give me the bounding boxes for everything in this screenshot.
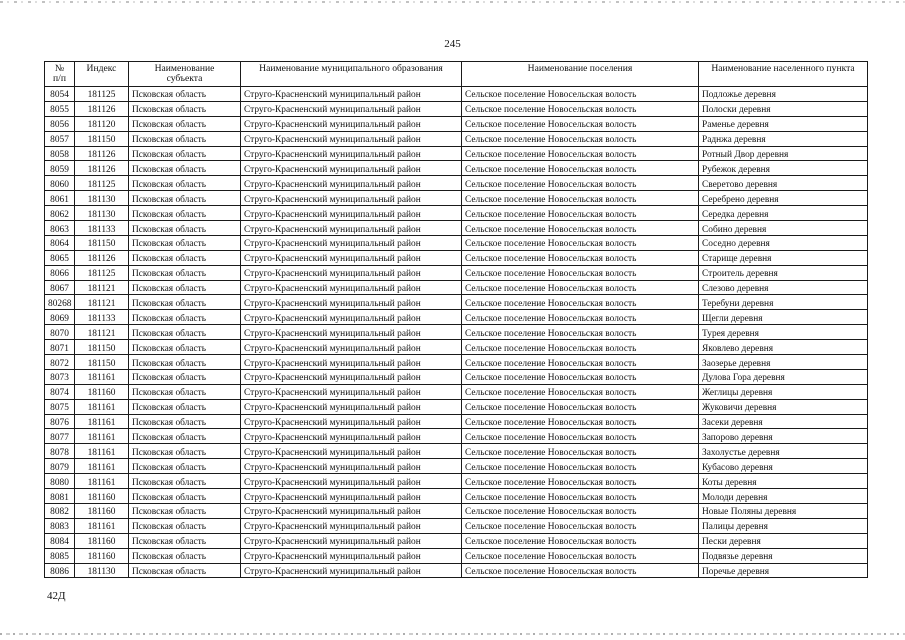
cell-locality: Кубасово деревня (699, 459, 868, 474)
cell-settlement: Сельское поселение Новосельская волость (462, 563, 699, 578)
cell-locality: Слезово деревня (699, 280, 868, 295)
table-row (45, 101, 868, 116)
table-row (45, 429, 868, 444)
cell-settlement: Сельское поселение Новосельская волость (462, 355, 699, 370)
cell-subject: Псковская область (129, 87, 241, 102)
cell-index: 181161 (75, 429, 129, 444)
cell-num: 8076 (45, 414, 75, 429)
cell-num: 8078 (45, 444, 75, 459)
cell-municipality: Струго-Красненский муниципальный район (241, 459, 462, 474)
table-row (45, 518, 868, 533)
cell-settlement: Сельское поселение Новосельская волость (462, 310, 699, 325)
cell-num: 8054 (45, 87, 75, 102)
cell-municipality: Струго-Красненский муниципальный район (241, 87, 462, 102)
header-subject: Наименование субъекта (129, 62, 241, 87)
cell-subject: Псковская область (129, 101, 241, 116)
cell-subject: Псковская область (129, 355, 241, 370)
cell-settlement: Сельское поселение Новосельская волость (462, 533, 699, 548)
cell-municipality: Струго-Красненский муниципальный район (241, 206, 462, 221)
cell-locality: Соседно деревня (699, 235, 868, 250)
cell-municipality: Струго-Красненский муниципальный район (241, 310, 462, 325)
cell-settlement: Сельское поселение Новосельская волость (462, 265, 699, 280)
header-index: Индекс (75, 62, 129, 87)
cell-settlement: Сельское поселение Новосельская волость (462, 280, 699, 295)
cell-subject: Псковская область (129, 474, 241, 489)
table-row (45, 474, 868, 489)
cell-num: 8064 (45, 235, 75, 250)
cell-locality: Яковлево деревня (699, 340, 868, 355)
cell-num: 8072 (45, 355, 75, 370)
cell-municipality: Струго-Красненский муниципальный район (241, 533, 462, 548)
cell-settlement: Сельское поселение Новосельская волость (462, 191, 699, 206)
cell-settlement: Сельское поселение Новосельская волость (462, 295, 699, 310)
header-locality: Наименование населенного пункта (699, 62, 868, 87)
cell-num: 8059 (45, 161, 75, 176)
cell-locality: Коты деревня (699, 474, 868, 489)
cell-num: 80268 (45, 295, 75, 310)
table-row (45, 503, 868, 518)
cell-num: 8056 (45, 116, 75, 131)
cell-num: 8062 (45, 206, 75, 221)
table-row (45, 206, 868, 221)
cell-locality: Турея деревня (699, 325, 868, 340)
cell-municipality: Струго-Красненский муниципальный район (241, 355, 462, 370)
cell-num: 8085 (45, 548, 75, 563)
cell-municipality: Струго-Красненский муниципальный район (241, 101, 462, 116)
cell-num: 8057 (45, 131, 75, 146)
cell-locality: Щегли деревня (699, 310, 868, 325)
cell-index: 181121 (75, 280, 129, 295)
cell-locality: Дулова Гора деревня (699, 369, 868, 384)
cell-subject: Псковская область (129, 563, 241, 578)
table-row (45, 310, 868, 325)
cell-municipality: Струго-Красненский муниципальный район (241, 444, 462, 459)
cell-subject: Псковская область (129, 250, 241, 265)
cell-index: 181161 (75, 459, 129, 474)
cell-settlement: Сельское поселение Новосельская волость (462, 399, 699, 414)
header-municipality: Наименование муниципального образования (241, 62, 462, 87)
cell-locality: Подложье деревня (699, 87, 868, 102)
table-row (45, 280, 868, 295)
cell-municipality: Струго-Красненский муниципальный район (241, 265, 462, 280)
cell-locality: Засеки деревня (699, 414, 868, 429)
cell-subject: Псковская область (129, 384, 241, 399)
cell-municipality: Струго-Красненский муниципальный район (241, 131, 462, 146)
cell-settlement: Сельское поселение Новосельская волость (462, 489, 699, 504)
cell-municipality: Струго-Красненский муниципальный район (241, 340, 462, 355)
cell-subject: Псковская область (129, 444, 241, 459)
cell-index: 181125 (75, 176, 129, 191)
cell-locality: Запорово деревня (699, 429, 868, 444)
cell-municipality: Струго-Красненский муниципальный район (241, 474, 462, 489)
cell-settlement: Сельское поселение Новосельская волость (462, 206, 699, 221)
table-row (45, 87, 868, 102)
table-row (45, 548, 868, 563)
table-row (45, 146, 868, 161)
cell-index: 181160 (75, 384, 129, 399)
cell-index: 181126 (75, 146, 129, 161)
cell-settlement: Сельское поселение Новосельская волость (462, 548, 699, 563)
cell-num: 8055 (45, 101, 75, 116)
table-row (45, 116, 868, 131)
cell-settlement: Сельское поселение Новосельская волость (462, 221, 699, 236)
cell-index: 181121 (75, 295, 129, 310)
cell-subject: Псковская область (129, 295, 241, 310)
cell-settlement: Сельское поселение Новосельская волость (462, 161, 699, 176)
table-row (45, 459, 868, 474)
cell-index: 181161 (75, 399, 129, 414)
cell-subject: Псковская область (129, 518, 241, 533)
cell-municipality: Струго-Красненский муниципальный район (241, 563, 462, 578)
cell-settlement: Сельское поселение Новосельская волость (462, 250, 699, 265)
cell-num: 8065 (45, 250, 75, 265)
cell-num: 8058 (45, 146, 75, 161)
table-row (45, 533, 868, 548)
table-row (45, 414, 868, 429)
cell-index: 181161 (75, 369, 129, 384)
table-row (45, 176, 868, 191)
table-row (45, 399, 868, 414)
cell-municipality: Струго-Красненский муниципальный район (241, 548, 462, 563)
cell-municipality: Струго-Красненский муниципальный район (241, 399, 462, 414)
table-row (45, 489, 868, 504)
cell-municipality: Струго-Красненский муниципальный район (241, 250, 462, 265)
cell-num: 8063 (45, 221, 75, 236)
cell-locality: Середка деревня (699, 206, 868, 221)
cell-locality: Теребуни деревня (699, 295, 868, 310)
cell-index: 181133 (75, 310, 129, 325)
cell-index: 181150 (75, 340, 129, 355)
cell-subject: Псковская область (129, 176, 241, 191)
cell-num: 8079 (45, 459, 75, 474)
cell-num: 8066 (45, 265, 75, 280)
cell-num: 8071 (45, 340, 75, 355)
cell-subject: Псковская область (129, 325, 241, 340)
header-num: № п/п (45, 62, 75, 87)
table-row (45, 131, 868, 146)
cell-municipality: Струго-Красненский муниципальный район (241, 280, 462, 295)
cell-index: 181133 (75, 221, 129, 236)
table-row (45, 295, 868, 310)
cell-subject: Псковская область (129, 146, 241, 161)
cell-locality: Полоски деревня (699, 101, 868, 116)
cell-index: 181125 (75, 265, 129, 280)
cell-locality: Жеглицы деревня (699, 384, 868, 399)
cell-locality: Раднжа деревня (699, 131, 868, 146)
table-header-row (45, 62, 868, 87)
cell-index: 181161 (75, 474, 129, 489)
cell-subject: Псковская область (129, 548, 241, 563)
cell-index: 181130 (75, 206, 129, 221)
cell-municipality: Струго-Красненский муниципальный район (241, 414, 462, 429)
cell-index: 181161 (75, 414, 129, 429)
cell-settlement: Сельское поселение Новосельская волость (462, 414, 699, 429)
cell-settlement: Сельское поселение Новосельская волость (462, 429, 699, 444)
cell-settlement: Сельское поселение Новосельская волость (462, 384, 699, 399)
table-row (45, 355, 868, 370)
cell-locality: Пески деревня (699, 533, 868, 548)
cell-index: 181125 (75, 87, 129, 102)
cell-subject: Псковская область (129, 235, 241, 250)
header-settlement: Наименование поселения (462, 62, 699, 87)
cell-municipality: Струго-Красненский муниципальный район (241, 161, 462, 176)
cell-settlement: Сельское поселение Новосельская волость (462, 146, 699, 161)
cell-settlement: Сельское поселение Новосельская волость (462, 369, 699, 384)
cell-subject: Псковская область (129, 414, 241, 429)
cell-settlement: Сельское поселение Новосельская волость (462, 87, 699, 102)
cell-locality: Собино деревня (699, 221, 868, 236)
footer-code: 42Д (47, 590, 66, 602)
cell-subject: Псковская область (129, 533, 241, 548)
cell-num: 8084 (45, 533, 75, 548)
table-row (45, 384, 868, 399)
cell-locality: Молоди деревня (699, 489, 868, 504)
cell-settlement: Сельское поселение Новосельская волость (462, 503, 699, 518)
cell-locality: Палицы деревня (699, 518, 868, 533)
cell-index: 181126 (75, 161, 129, 176)
cell-settlement: Сельское поселение Новосельская волость (462, 131, 699, 146)
cell-settlement: Сельское поселение Новосельская волость (462, 116, 699, 131)
cell-subject: Псковская область (129, 161, 241, 176)
table-row (45, 191, 868, 206)
cell-subject: Псковская область (129, 206, 241, 221)
cell-subject: Псковская область (129, 459, 241, 474)
cell-settlement: Сельское поселение Новосельская волость (462, 101, 699, 116)
table-row (45, 563, 868, 578)
cell-num: 8075 (45, 399, 75, 414)
cell-num: 8074 (45, 384, 75, 399)
cell-locality: Старище деревня (699, 250, 868, 265)
cell-municipality: Струго-Красненский муниципальный район (241, 503, 462, 518)
cell-num: 8069 (45, 310, 75, 325)
table-row (45, 265, 868, 280)
cell-index: 181150 (75, 235, 129, 250)
cell-index: 181150 (75, 355, 129, 370)
cell-locality: Раменье деревня (699, 116, 868, 131)
cell-subject: Псковская область (129, 489, 241, 504)
cell-municipality: Струго-Красненский муниципальный район (241, 325, 462, 340)
cell-index: 181120 (75, 116, 129, 131)
cell-settlement: Сельское поселение Новосельская волость (462, 235, 699, 250)
cell-index: 181161 (75, 444, 129, 459)
cell-municipality: Струго-Красненский муниципальный район (241, 369, 462, 384)
cell-subject: Псковская область (129, 265, 241, 280)
cell-settlement: Сельское поселение Новосельская волость (462, 176, 699, 191)
cell-municipality: Струго-Красненский муниципальный район (241, 146, 462, 161)
settlements-table (44, 61, 868, 578)
scan-edge-bottom (0, 633, 905, 635)
cell-num: 8061 (45, 191, 75, 206)
cell-subject: Псковская область (129, 221, 241, 236)
cell-locality: Захолустье деревня (699, 444, 868, 459)
cell-num: 8070 (45, 325, 75, 340)
cell-municipality: Струго-Красненский муниципальный район (241, 489, 462, 504)
table-row (45, 161, 868, 176)
cell-locality: Жуковичи деревня (699, 399, 868, 414)
cell-locality: Строитель деревня (699, 265, 868, 280)
cell-index: 181121 (75, 325, 129, 340)
scan-edge-top (0, 1, 905, 3)
cell-num: 8077 (45, 429, 75, 444)
cell-municipality: Струго-Красненский муниципальный район (241, 384, 462, 399)
table-row (45, 221, 868, 236)
cell-subject: Псковская область (129, 340, 241, 355)
cell-municipality: Струго-Красненский муниципальный район (241, 191, 462, 206)
table-row (45, 369, 868, 384)
cell-index: 181160 (75, 533, 129, 548)
cell-settlement: Сельское поселение Новосельская волость (462, 474, 699, 489)
cell-settlement: Сельское поселение Новосельская волость (462, 325, 699, 340)
page-number: 245 (444, 38, 461, 50)
cell-num: 8086 (45, 563, 75, 578)
cell-subject: Псковская область (129, 131, 241, 146)
cell-num: 8067 (45, 280, 75, 295)
cell-index: 181160 (75, 548, 129, 563)
cell-settlement: Сельское поселение Новосельская волость (462, 340, 699, 355)
cell-locality: Заозерье деревня (699, 355, 868, 370)
table-row (45, 325, 868, 340)
cell-num: 8082 (45, 503, 75, 518)
cell-settlement: Сельское поселение Новосельская волость (462, 518, 699, 533)
table-row (45, 250, 868, 265)
cell-settlement: Сельское поселение Новосельская волость (462, 444, 699, 459)
cell-municipality: Струго-Красненский муниципальный район (241, 518, 462, 533)
cell-municipality: Струго-Красненский муниципальный район (241, 176, 462, 191)
cell-subject: Псковская область (129, 191, 241, 206)
cell-locality: Поречье деревня (699, 563, 868, 578)
cell-subject: Псковская область (129, 399, 241, 414)
cell-subject: Псковская область (129, 280, 241, 295)
cell-num: 8081 (45, 489, 75, 504)
cell-index: 181161 (75, 518, 129, 533)
cell-subject: Псковская область (129, 429, 241, 444)
cell-municipality: Струго-Красненский муниципальный район (241, 221, 462, 236)
cell-num: 8060 (45, 176, 75, 191)
cell-municipality: Струго-Красненский муниципальный район (241, 429, 462, 444)
table-body (45, 87, 868, 578)
cell-municipality: Струго-Красненский муниципальный район (241, 295, 462, 310)
cell-num: 8073 (45, 369, 75, 384)
cell-index: 181130 (75, 563, 129, 578)
cell-index: 181160 (75, 503, 129, 518)
cell-locality: Сверетово деревня (699, 176, 868, 191)
cell-subject: Псковская область (129, 116, 241, 131)
table-row (45, 235, 868, 250)
cell-index: 181160 (75, 489, 129, 504)
cell-locality: Серебрено деревня (699, 191, 868, 206)
cell-municipality: Струго-Красненский муниципальный район (241, 116, 462, 131)
table-row (45, 340, 868, 355)
cell-subject: Псковская область (129, 310, 241, 325)
cell-index: 181126 (75, 250, 129, 265)
cell-num: 8083 (45, 518, 75, 533)
cell-subject: Псковская область (129, 503, 241, 518)
cell-index: 181126 (75, 101, 129, 116)
cell-locality: Подвязье деревня (699, 548, 868, 563)
cell-locality: Новые Поляны деревня (699, 503, 868, 518)
cell-subject: Псковская область (129, 369, 241, 384)
cell-municipality: Струго-Красненский муниципальный район (241, 235, 462, 250)
cell-num: 8080 (45, 474, 75, 489)
cell-settlement: Сельское поселение Новосельская волость (462, 459, 699, 474)
cell-locality: Ротный Двор деревня (699, 146, 868, 161)
table-row (45, 444, 868, 459)
cell-locality: Рубежок деревня (699, 161, 868, 176)
cell-index: 181130 (75, 191, 129, 206)
cell-index: 181150 (75, 131, 129, 146)
